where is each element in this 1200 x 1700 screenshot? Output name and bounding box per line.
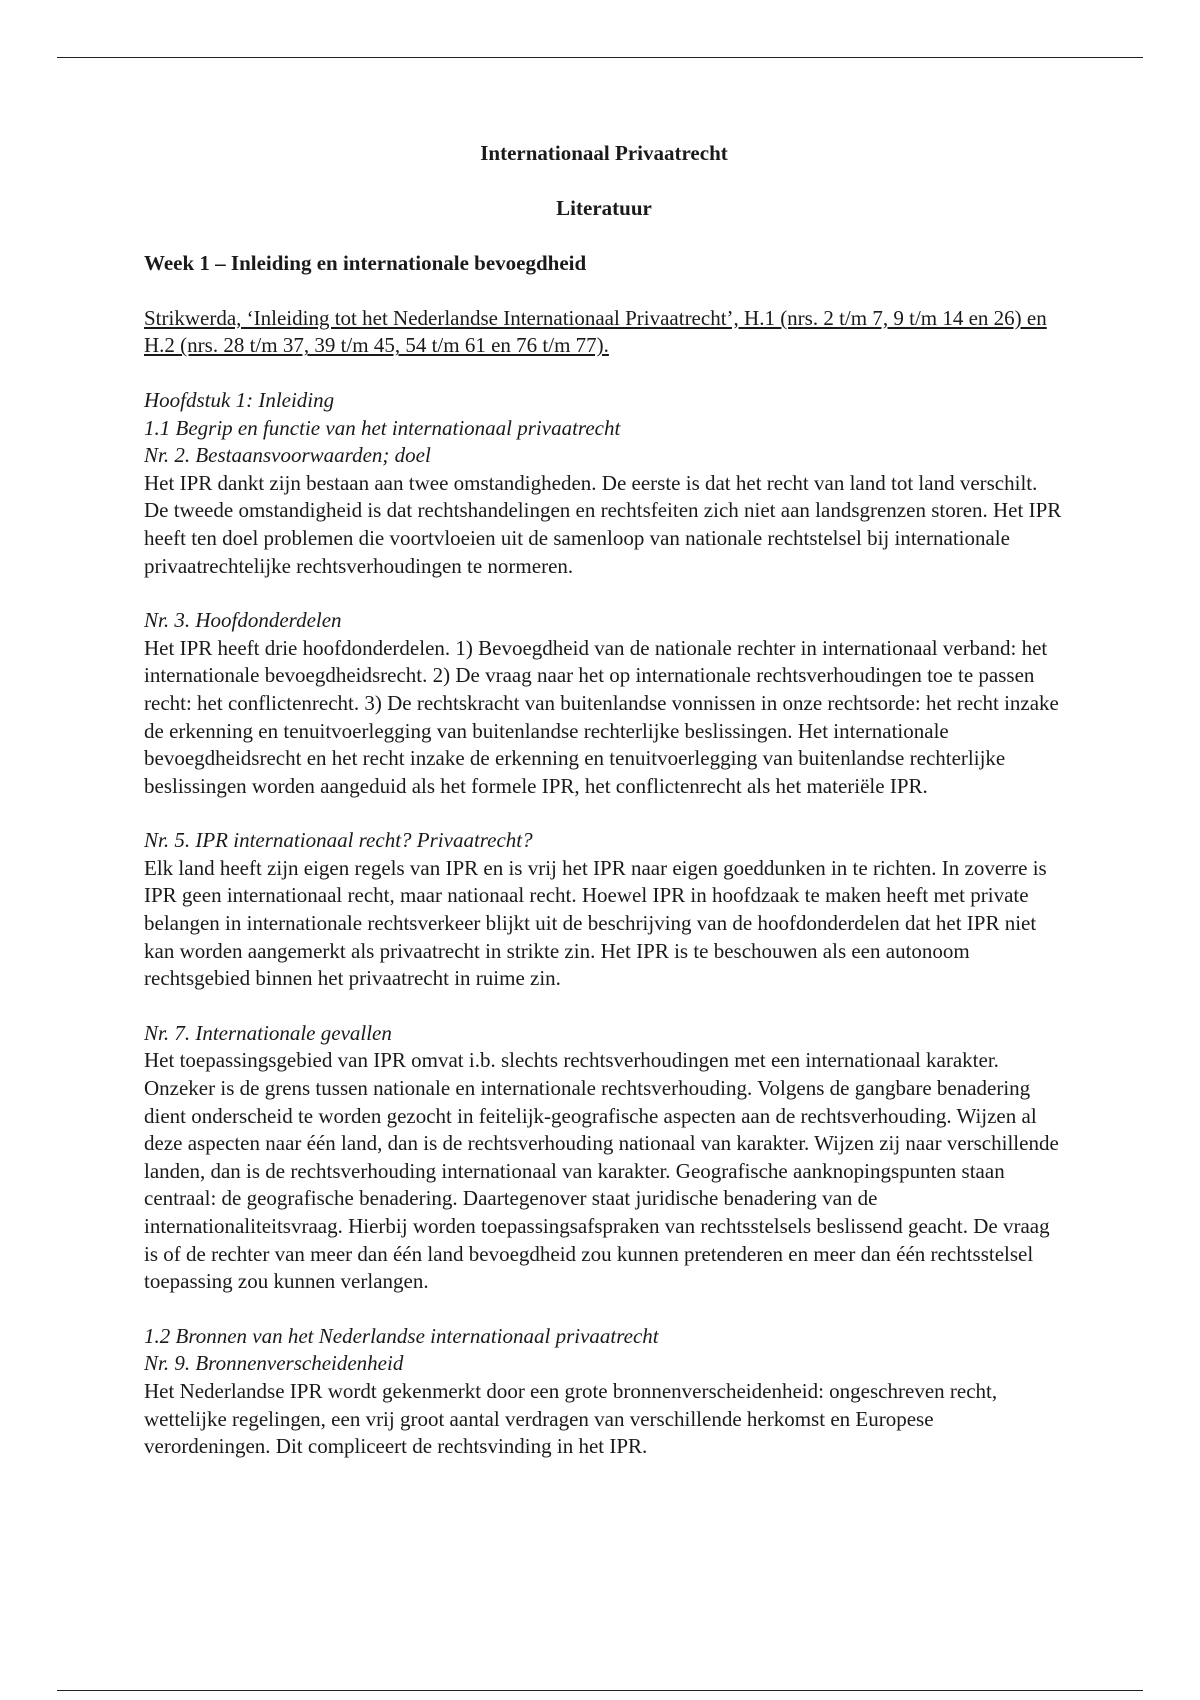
section-heading: Nr. 5. IPR internationaal recht? Privaatrecht?: [144, 828, 533, 853]
literature-reference: Strikwerda, ‘Inleiding tot het Nederlandse Internationaal Privaatrecht’, H.1 (nrs. 2 t/m 7, 9 t/m 14 en 26) en H.2 (nrs. 28 t/m 37, 39 t/m 45, 54 t/m 61 en 76 t/m 77).: [144, 305, 1047, 358]
section-body: Het IPR heeft drie hoofdonderdelen. 1) Bevoegdheid van de nationale rechter in internationaal verband: het internationale bevoegdheidsrecht. 2) De vraag naar het op internationale rechtsverhoudingen toe te passen recht: het conflictenrecht. 3) De rechtskracht van buitenlandse vonnissen in onze rechtsorde: het recht inzake de erkenning en tenuitvoerlegging van buitenlandse rechterlijke beslissingen. Het internationale bevoegdheidsrecht en het recht inzake de erkenning en tenuitvoerlegging van buitenlandse rechterlijke beslissingen worden aangeduid als het formele IPR, het conflictenrecht als het materiële IPR.: [144, 635, 1059, 798]
subchapter-heading: 1.1 Begrip en functie van het internationaal privaatrecht: [144, 415, 621, 440]
section-heading: Nr. 2. Bestaansvoorwaarden; doel: [144, 443, 431, 468]
top-rule: [57, 57, 1143, 58]
section-nr-7: [144, 1020, 1064, 1296]
section-nr-3: [144, 607, 1064, 800]
document-body: [144, 140, 1064, 1461]
section-body: Het IPR dankt zijn bestaan aan twee omstandigheden. De eerste is dat het recht van land tot land verschilt. De tweede omstandigheid is dat rechtshandelingen en rechtsfeiten zich niet aan landsgrenzen storen. Het IPR heeft ten doel problemen die voortvloeien uit de samenloop van nationale rechtstelsel bij internationale privaatrechtelijke rechtsverhoudingen te normeren.: [144, 470, 1062, 578]
section-heading: Nr. 3. Hoofdonderdelen: [144, 608, 342, 633]
section-body: Elk land heeft zijn eigen regels van IPR en is vrij het IPR naar eigen goeddunken in te richten. In zoverre is IPR geen internationaal recht, maar nationaal recht. Hoewel IPR in hoofdzaak te maken heeft met private belangen in internationale rechtsverkeer blijkt uit de beschrijving van de hoofdonderdelen dat het IPR niet kan worden aangemerkt als privaatrecht in strikte zin. Het IPR is te beschouwen als een autonoom rechtsgebied binnen het privaatrecht in ruime zin.: [144, 855, 1047, 991]
section-body: Het Nederlandse IPR wordt gekenmerkt door een grote bronnenverscheidenheid: ongeschreven recht, wettelijke regelingen, een vrij groot aantal verdragen van verschillende herkomst en Europese verordeningen. Dit compliceert de rechtsvinding in het IPR.: [144, 1378, 998, 1459]
subchapter-heading: 1.2 Bronnen van het Nederlandse internationaal privaatrecht: [144, 1323, 659, 1348]
section-nr-9: [144, 1323, 1064, 1461]
week-heading: Week 1 – Inleiding en internationale bevoegdheid: [144, 251, 587, 276]
section-body: Het toepassingsgebied van IPR omvat i.b. slechts rechtsverhoudingen met een internationaal karakter. Onzeker is de grens tussen nationale en internationale rechtsverhouding. Volgens de gangbare benadering dient onderscheid te worden gezocht in feitelijk-geografische aspecten aan de rechtsverhouding. Wijzen al deze aspecten naar één land, dan is de rechtsverhouding nationaal van karakter. Wijzen zij naar verschillende landen, dan is de rechtsverhouding internationaal van karakter. Geografische aanknopingspunten staan centraal: de geografische benadering. Daartegenover staat juridische benadering van de internationaliteitsvraag. Hierbij worden toepassingsafspraken van rechtsstelsels beslissend geacht. De vraag is of de rechter van meer dan één land bevoegdheid zou kunnen pretenderen en meer dan één rechtsstelsel toepassing zou kunnen verlangen.: [144, 1048, 1059, 1294]
section-heading: Nr. 9. Bronnenverscheidenheid: [144, 1351, 404, 1376]
document-title: Internationaal Privaatrecht: [480, 141, 728, 165]
section-heading: Nr. 7. Internationale gevallen: [144, 1020, 392, 1045]
bottom-rule: [57, 1690, 1143, 1691]
chapter-heading: Hoofdstuk 1: Inleiding: [144, 387, 335, 412]
section-nr-2: [144, 387, 1064, 580]
document-subtitle: Literatuur: [556, 195, 652, 220]
section-nr-5: [144, 827, 1064, 993]
